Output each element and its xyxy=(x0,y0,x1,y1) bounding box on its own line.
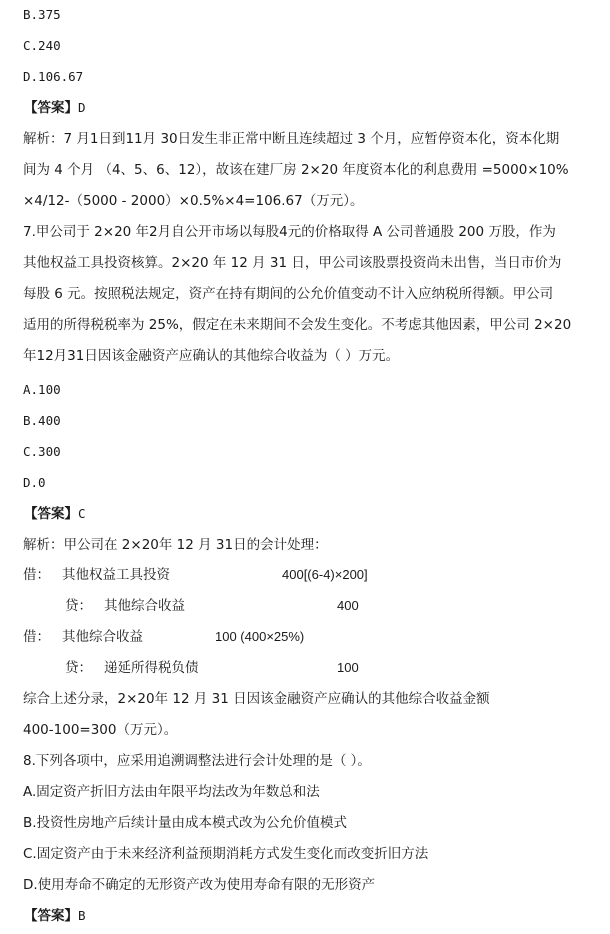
debit-label: 借： xyxy=(23,567,50,583)
answer-label: 【答案】 xyxy=(24,908,78,924)
q8-option-c: C.固定资产由于未来经济利益预期消耗方式发生变化而改变折旧方法 xyxy=(23,846,429,862)
q8-option-b: B.投资性房地产后续计量由成本模式改为公允价值模式 xyxy=(23,815,348,831)
entry-amount: 400[(6-4)×200] xyxy=(282,567,368,582)
credit-label: 贷： xyxy=(65,598,92,614)
q7-analysis-intro: 解析：甲公司在 2×20年 12 月 31日的会计处理： xyxy=(23,537,328,553)
credit-label: 贷： xyxy=(65,660,92,676)
answer-letter: D xyxy=(78,100,86,115)
q7-option-c: C.300 xyxy=(23,444,61,459)
q7-stem-line-1: 7.甲公司于 2×20 年2月自公开市场以每股4元的价格取得 A 公司普通股 200 万股，作为 xyxy=(23,224,556,240)
q7-stem-line-2: 其他权益工具投资核算。2×20 年 12 月 31 日，甲公司该股票投资尚未出售，当日市价为 xyxy=(23,255,562,271)
q7-answer xyxy=(24,505,86,523)
q8-answer xyxy=(24,907,86,925)
q8-stem: 8.下列各项中，应采用追溯调整法进行会计处理的是（ ）。 xyxy=(23,753,371,769)
q7-stem-line-4: 适用的所得税税率为 25%，假定在未来期间不会发生变化。不考虑其他因素，甲公司 2×20 xyxy=(23,317,572,333)
entry-account: 其他权益工具投资 xyxy=(62,567,170,583)
q8-option-a: A.固定资产折旧方法由年限平均法改为年数总和法 xyxy=(23,784,320,800)
q7-option-a: A.100 xyxy=(23,382,61,397)
q6-analysis-line-3: ×4/12-（5000 - 2000）×0.5%×4=106.67（万元）。 xyxy=(23,193,364,209)
entry-amount: 100 (400×25%) xyxy=(215,629,305,644)
q6-analysis-line-1: 解析：7 月1日到11月 30日发生非正常中断且连续超过 3 个月，应暂停资本化，资本化期 xyxy=(23,131,560,147)
answer-letter: B xyxy=(78,908,86,923)
q8-option-d: D.使用寿命不确定的无形资产改为使用寿命有限的无形资产 xyxy=(23,877,376,893)
q6-answer xyxy=(24,99,86,117)
answer-label: 【答案】 xyxy=(24,506,78,522)
entry-amount: 400 xyxy=(337,598,359,613)
q6-analysis-line-2: 间为 4 个月 （4、5、6、12），故该在建厂房 2×20 年度资本化的利息费用 =5000×10% xyxy=(23,162,569,178)
answer-label: 【答案】 xyxy=(24,100,78,116)
answer-letter: C xyxy=(78,506,86,521)
q7-summary-line-2: 400-100=300（万元）。 xyxy=(23,722,178,738)
q7-stem-line-5: 年12月31日因该金融资产应确认的其他综合收益为（ ）万元。 xyxy=(23,348,400,364)
entry-amount: 100 xyxy=(337,660,359,675)
debit-label: 借： xyxy=(23,629,50,645)
entry-account: 递延所得税负债 xyxy=(104,660,199,676)
q6-option-d: D.106.67 xyxy=(23,69,84,84)
q7-option-d: D.0 xyxy=(23,475,46,490)
entry-account: 其他综合收益 xyxy=(62,629,143,645)
entry-account: 其他综合收益 xyxy=(104,598,185,614)
q7-option-b: B.400 xyxy=(23,413,61,428)
q6-option-c: C.240 xyxy=(23,38,61,53)
q7-summary-line-1: 综合上述分录，2×20年 12 月 31 日因该金融资产应确认的其他综合收益金额 xyxy=(23,691,490,707)
q7-stem-line-3: 每股 6 元。按照税法规定，资产在持有期间的公允价值变动不计入应纳税所得额。甲公司 xyxy=(23,286,554,302)
q6-option-b: B.375 xyxy=(23,7,61,22)
